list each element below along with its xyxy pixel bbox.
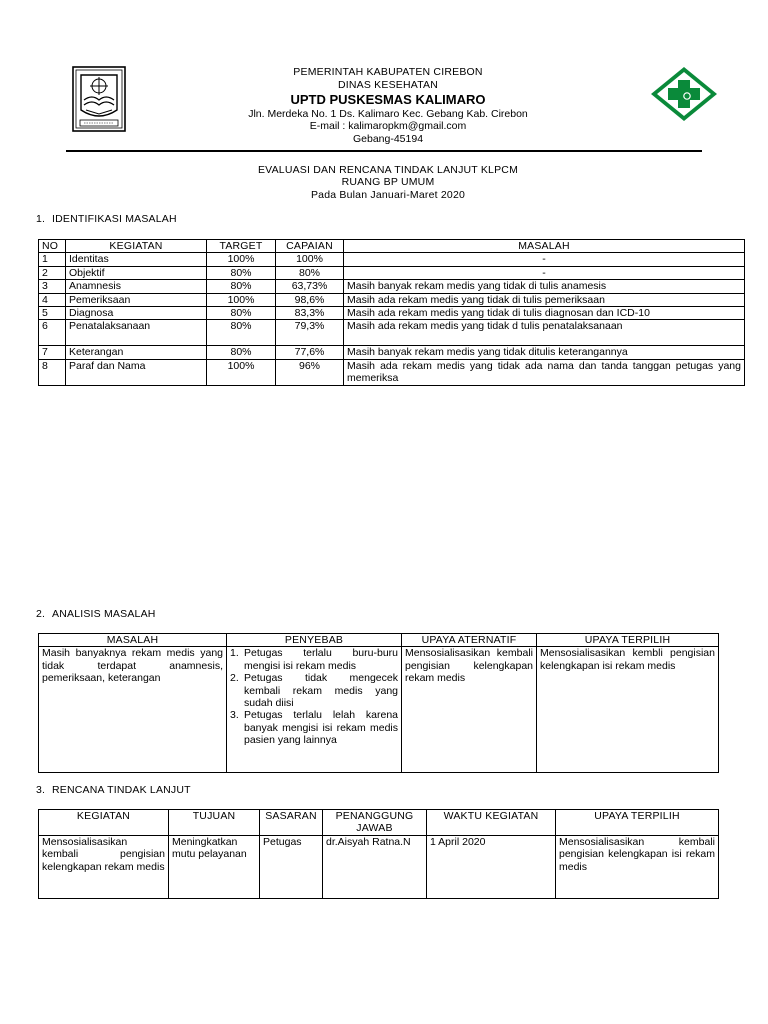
- col-capaian: CAPAIAN: [276, 240, 344, 253]
- cell-capaian: 63,73%: [276, 280, 344, 293]
- cell-masalah: Masih ada rekam medis yang tidak di tulis diagnosan dan ICD-10: [344, 307, 745, 320]
- letterhead-text: [160, 66, 616, 146]
- section-title: ANALISIS MASALAH: [52, 608, 156, 620]
- cell-no: 4: [39, 293, 66, 306]
- cell-masalah: Masih ada rekam medis yang tidak d tulis penatalaksanaan: [344, 320, 745, 346]
- cell-kegiatan: Keterangan: [66, 346, 207, 359]
- list-item: 3. Petugas terlalu lelah karena banyak mengisi isi rekam medis pasien yang lainnya: [230, 709, 398, 747]
- cell-upaya-terpilih: Mensosialisasikan kembli pengisian kelengkapan isi rekam medis: [537, 647, 719, 773]
- puskesmas-name: UPTD PUSKESMAS KALIMARO: [290, 91, 486, 107]
- col-sasaran: SASARAN: [260, 810, 323, 836]
- col-no: NO: [39, 240, 66, 253]
- cell-sasaran: Petugas: [260, 836, 323, 899]
- cell-no: 5: [39, 307, 66, 320]
- cell-target: 100%: [207, 359, 276, 385]
- col-upaya-alternatif: UPAYA ATERNATIF: [402, 634, 537, 647]
- section-number: 3.: [36, 784, 46, 796]
- list-item: 1. Petugas terlalu buru-buru mengisi isi rekam medis: [230, 647, 398, 672]
- table-header-row: [39, 634, 719, 647]
- cell-masalah: -: [344, 253, 745, 266]
- title-line-2: RUANG BP UMUM: [341, 176, 435, 189]
- cell-masalah: -: [344, 266, 745, 279]
- cell-no: 7: [39, 346, 66, 359]
- puskesmas-cross-icon: [650, 66, 718, 122]
- cell-kegiatan: Diagnosa: [66, 307, 207, 320]
- title-line-3: Pada Bulan Januari-Maret 2020: [310, 188, 466, 201]
- action-plan-table: [38, 809, 719, 899]
- cell-target: 80%: [207, 266, 276, 279]
- government-line: PEMERINTAH KABUPATEN CIREBON: [293, 66, 483, 78]
- col-target: TARGET: [207, 240, 276, 253]
- section-title: IDENTIFIKASI MASALAH: [52, 213, 177, 225]
- cell-penanggung-jawab: dr.Aisyah Ratna.N: [323, 836, 427, 899]
- cell-target: 80%: [207, 320, 276, 346]
- col-upaya-terpilih: UPAYA TERPILIH: [537, 634, 719, 647]
- table-row: [39, 280, 745, 293]
- col-penyebab: PENYEBAB: [227, 634, 402, 647]
- table-row: [39, 253, 745, 266]
- cell-masalah: Masih banyak rekam medis yang tidak di tulis anamesis: [344, 280, 745, 293]
- letterhead-divider: [66, 150, 702, 152]
- cell-masalah: Masih banyak rekam medis yang tidak ditulis keterangannya: [344, 346, 745, 359]
- title-line-1: EVALUASI DAN RENCANA TINDAK LANJUT KLPCM: [257, 164, 519, 176]
- cell-upaya-alternatif: Mensosialisasikan kembali pengisian kelengkapan rekam medis: [402, 647, 537, 773]
- cell-no: 8: [39, 359, 66, 385]
- regency-crest-icon: [72, 66, 126, 132]
- table-row: [39, 293, 745, 306]
- table-row: [39, 836, 719, 899]
- cell-target: 80%: [207, 307, 276, 320]
- cell-no: 1: [39, 253, 66, 266]
- section-2-heading: [36, 608, 156, 620]
- cell-capaian: 79,3%: [276, 320, 344, 346]
- identification-table: [38, 239, 745, 386]
- col-tujuan: TUJUAN: [169, 810, 260, 836]
- city-line: Gebang-45194: [352, 133, 424, 146]
- col-masalah: MASALAH: [39, 634, 227, 647]
- address-line: Jln. Merdeka No. 1 Ds. Kalimaro Kec. Gebang Kab. Cirebon: [248, 107, 528, 120]
- cell-upaya-terpilih: Mensosialisasikan kembali pengisian kelengkapan isi rekam medis: [556, 836, 719, 899]
- cell-target: 80%: [207, 346, 276, 359]
- section-number: 1.: [36, 213, 46, 225]
- cell-no: 3: [39, 280, 66, 293]
- cell-target: 100%: [207, 293, 276, 306]
- table-row: [39, 647, 719, 773]
- section-3-heading: [36, 784, 191, 796]
- cause-list: [230, 647, 398, 746]
- cell-target: 80%: [207, 280, 276, 293]
- table-header-row: [39, 810, 719, 836]
- cell-kegiatan: Pemeriksaan: [66, 293, 207, 306]
- analysis-table: [38, 633, 719, 773]
- section-title: RENCANA TINDAK LANJUT: [52, 784, 191, 796]
- col-kegiatan: KEGIATAN: [66, 240, 207, 253]
- section-number: 2.: [36, 608, 46, 620]
- cell-kegiatan: Identitas: [66, 253, 207, 266]
- col-waktu-kegiatan: WAKTU KEGIATAN: [427, 810, 556, 836]
- cell-kegiatan: Mensosialisasikan kembali pengisian kelengkapan rekam medis: [39, 836, 169, 899]
- cell-capaian: 77,6%: [276, 346, 344, 359]
- cell-capaian: 100%: [276, 253, 344, 266]
- cell-kegiatan: Penatalaksanaan: [66, 320, 207, 346]
- cell-capaian: 98,6%: [276, 293, 344, 306]
- table-row: [39, 266, 745, 279]
- department-line: DINAS KESEHATAN: [337, 78, 439, 91]
- table-row: [39, 320, 745, 346]
- cell-no: 6: [39, 320, 66, 346]
- cell-kegiatan: Objektif: [66, 266, 207, 279]
- cell-capaian: 83,3%: [276, 307, 344, 320]
- table-row: [39, 346, 745, 359]
- email-line: E-mail : kalimaropkm@gmail.com: [309, 120, 467, 133]
- cell-penyebab: [227, 647, 402, 773]
- cell-masalah: Masih ada rekam medis yang tidak di tulis pemeriksaan: [344, 293, 745, 306]
- cell-target: 100%: [207, 253, 276, 266]
- cell-masalah: Masih ada rekam medis yang tidak ada nama dan tanda tanggan petugas yang memeriksa: [344, 359, 745, 385]
- cell-kegiatan: Anamnesis: [66, 280, 207, 293]
- list-item: 2. Petugas tidak mengecek kembali rekam medis yang sudah diisi: [230, 672, 398, 710]
- letterhead: [0, 0, 768, 160]
- cell-masalah: Masih banyaknya rekam medis yang tidak terdapat anamnesis, pemeriksaan, keterangan: [39, 647, 227, 773]
- table-row: [39, 307, 745, 320]
- col-upaya-terpilih: UPAYA TERPILIH: [556, 810, 719, 836]
- col-kegiatan: KEGIATAN: [39, 810, 169, 836]
- cell-tujuan: Meningkatkan mutu pelayanan: [169, 836, 260, 899]
- document-title: [160, 164, 616, 201]
- cell-waktu-kegiatan: 1 April 2020: [427, 836, 556, 899]
- table-header-row: [39, 240, 745, 253]
- col-masalah: MASALAH: [344, 240, 745, 253]
- cell-capaian: 96%: [276, 359, 344, 385]
- col-penanggung-jawab: PENANGGUNG JAWAB: [323, 810, 427, 836]
- cell-kegiatan: Paraf dan Nama: [66, 359, 207, 385]
- section-1-heading: [36, 213, 177, 225]
- cell-capaian: 80%: [276, 266, 344, 279]
- table-row: [39, 359, 745, 385]
- cell-no: 2: [39, 266, 66, 279]
